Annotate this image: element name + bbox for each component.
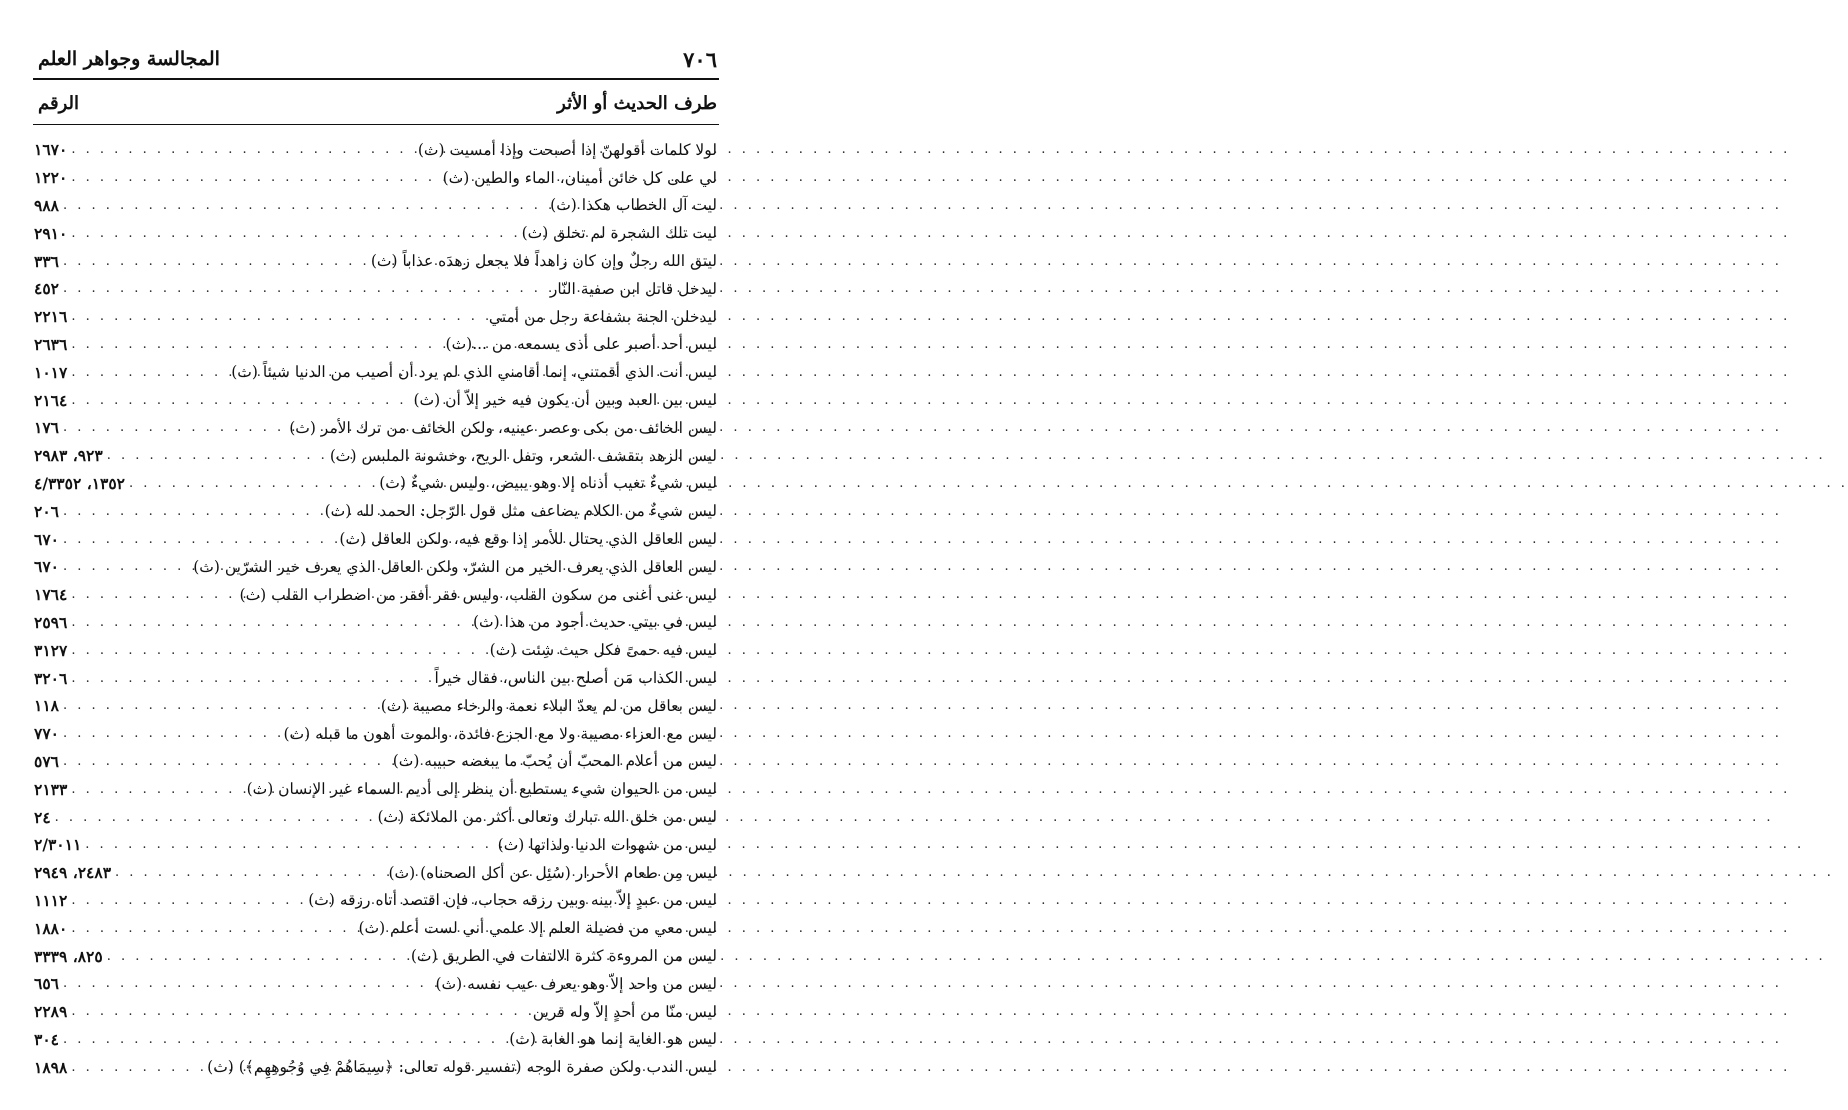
entry-text: ليس العاقل الذي يعرف الخير من الشرّ، ولكن العاقل الذي يعرف خير الشرّين (ث) (193, 557, 717, 576)
index-entry (34, 636, 717, 664)
entry-text: ليس معي من فضيلة العلم إلا علمي أني لست أعلم (ث) (358, 919, 717, 938)
leader-dots (67, 643, 489, 658)
entry-reference-number: ٢٩١٠ (34, 223, 68, 243)
entry-text: ليس من المروءة كثرة الالتفات في الطريق (ث) (410, 947, 717, 965)
entry-text: ليس شيءٌ تغيب أذناه إلا وهو يبيض، وليس شيءٌ (ث) (379, 474, 717, 493)
entry-reference-number: ١٧٦ (34, 418, 59, 438)
entry-reference-number: ٣١٢٧ (34, 640, 68, 660)
entry-reference-number: ٢٦٣٦ (34, 334, 68, 354)
entry-text: ليس الخائف من بكى وعصر عينيه، ولكن الخائف من ترك الأمر (ث) (289, 418, 717, 437)
leader-dots (67, 393, 413, 408)
entry-reference-number: ٧٧٠ (34, 724, 59, 744)
index-entry (34, 887, 717, 915)
entry-text: ليس مِن طعام الأحرار (سُئِل عن أكل الصحناه) (ث) (388, 863, 717, 882)
index-entries (34, 136, 717, 1081)
entry-text: ليس العاقل الذي يحتال للأمر إذا وقع فيه، ولكن العاقل (ث) (339, 530, 717, 549)
leader-dots (59, 976, 435, 991)
index-entry (34, 219, 717, 247)
running-header (38, 44, 717, 74)
index-entry (34, 136, 717, 164)
entry-text: ليس من خلق الله تبارك وتعالى أكثر من الملائكة (ث) (377, 808, 717, 827)
entry-reference-number: ١١١٢ (34, 890, 68, 910)
entry-text: لي على كل خائن أمينان، الماء والطين (ث) (442, 168, 717, 187)
leader-dots (67, 893, 308, 908)
leader-dots (67, 1004, 532, 1019)
leader-dots (103, 949, 411, 964)
column-header-text: طرف الحديث أو الأثر (557, 92, 717, 114)
entry-text: ليس مع العزاء مصيبة ولا مع الجزع فائدة، والموت أهون ما قبله (ث) (283, 724, 717, 743)
leader-dots (81, 837, 497, 852)
leader-dots (67, 337, 445, 352)
entry-text: ليس من شهوات الدنيا ولذاتها (ث) (497, 835, 717, 854)
entry-reference-number: ٢١٦٤ (34, 390, 68, 410)
leader-dots (51, 810, 378, 825)
entry-reference-number: ١٣٥٢، ٤/٣٣٥٢ (34, 473, 126, 493)
entry-text: ليس بعاقل من لم يعدّ البلاء نعمة والرخاء مصيبة (ث) (380, 696, 717, 715)
column-header-ref: الرقم (38, 92, 80, 114)
index-entry (34, 692, 717, 720)
entry-text: ليس فيه حمىً فكل حيث شِئت (ث) (489, 641, 717, 660)
entry-reference-number: ٦٧٠ (34, 529, 59, 549)
index-entry (34, 1026, 717, 1054)
leader-dots (67, 587, 239, 602)
entry-reference-number: ٢/٣٠١١ (34, 835, 82, 855)
entry-reference-number: ٣٢٠٦ (34, 668, 68, 688)
leader-dots (67, 671, 434, 686)
entry-reference-number: ٨٢٥، ٣٣٣٩ (34, 946, 103, 966)
leader-dots (59, 754, 393, 769)
entry-text: لولا كلمات أقولهنّ إذا أصبحت وإذا أمسيت (ث) (417, 140, 717, 159)
leader-dots (103, 448, 330, 463)
index-entry (34, 442, 717, 470)
entry-text: ليس من واحد إلاّ وهو يعرف عيب نفسه (ث) (435, 974, 717, 993)
leader-dots (59, 254, 371, 269)
entry-text: ليس الكذاب مَن أصلح بين الناس، فقال خيراً (434, 669, 717, 688)
leader-dots (59, 1032, 509, 1047)
index-entry (34, 775, 717, 803)
leader-dots (67, 782, 246, 797)
entry-reference-number: ٢٤٨٣، ٢٩٤٩ (34, 863, 112, 883)
entry-text: ليس الندب ولكن صفرة الوجه (تفسير قوله تعالى: ﴿سِيمَاهُمْ فِي وُجُوهِهِم﴾) (ث) (207, 1058, 717, 1077)
entry-reference-number: ٣٣٦ (34, 251, 59, 271)
document-page (0, 0, 757, 1110)
leader-dots (59, 281, 550, 296)
entry-reference-number: ١٨٩٨ (34, 1057, 68, 1077)
leader-dots (59, 559, 193, 574)
index-entry (34, 609, 717, 637)
entry-reference-number: ٢٢١٦ (34, 307, 68, 327)
entry-text: ليس شيءٌ من الكلام يضاعف مثل قول الرّجل: الحمد لله (ث) (324, 502, 717, 521)
entry-text: ليس منّا من أحدٍ إلاّ وله قرين (532, 1002, 717, 1021)
entry-reference-number: ٣٠٤ (34, 1029, 59, 1049)
leader-dots (59, 726, 284, 741)
index-entry (34, 414, 717, 442)
leader-dots (59, 504, 325, 519)
leader-dots (67, 142, 418, 157)
leader-dots (59, 198, 550, 213)
leader-dots (67, 1060, 207, 1075)
index-entry (34, 581, 717, 609)
leader-dots (67, 170, 442, 185)
entry-reference-number: ٩٨٨ (34, 195, 59, 215)
entry-reference-number: ٦٧٠ (34, 557, 59, 577)
index-entry (34, 497, 717, 525)
entry-reference-number: ٦٥٦ (34, 974, 59, 994)
index-entry (34, 553, 717, 581)
entry-text: ليدخل قاتل ابن صفية النّار (549, 279, 717, 298)
entry-reference-number: ٥٧٦ (34, 751, 59, 771)
entry-text: ليس في بيتي حديث أجود من هذا (ث) (472, 613, 717, 632)
leader-dots (59, 698, 381, 713)
entry-reference-number: ١٧٦٤ (34, 585, 68, 605)
index-entry (34, 1053, 717, 1081)
entry-text: ليس من أعلام المحبّ أن يُحبّ ما يبغضه حبيبه (ث) (392, 752, 717, 771)
leader-dots (67, 615, 473, 630)
entry-reference-number: ١٨٨٠ (34, 918, 68, 938)
index-entry (34, 803, 717, 831)
leader-dots (59, 420, 289, 435)
index-entry (34, 720, 717, 748)
index-entry (34, 192, 717, 220)
index-entry (34, 358, 717, 386)
entry-text: ليس هو الغاية إنما هو الغابة (ث) (509, 1030, 717, 1049)
entry-text: ليس أنت الذي أقمتني، إنما أقامني الذي لم يرد أن أصيب من الدنيا شيئاً (ث) (231, 363, 717, 382)
index-entry (34, 164, 717, 192)
index-entry (34, 942, 717, 970)
entry-reference-number: ١٦٧٠ (34, 140, 68, 160)
entry-text: ليس الزهد بتقشف الشعر، وتفل الريح، وخشونة الملبس (ث) (329, 446, 717, 465)
entry-reference-number: ١٢٢٠ (34, 168, 68, 188)
index-entry (34, 470, 717, 498)
entry-text: ليدخلن الجنة بشفاعة رجل من أمتي (488, 307, 717, 326)
leader-dots (59, 532, 339, 547)
entry-reference-number: ٢١٣٣ (34, 779, 68, 799)
column-headers (38, 88, 717, 118)
entry-reference-number: ١٠١٧ (34, 362, 68, 382)
index-entry (34, 303, 717, 331)
leader-dots (67, 226, 521, 241)
entry-reference-number: ١١٨ (34, 696, 59, 716)
index-entry (34, 386, 717, 414)
entry-text: ليت تلك الشجرة لم تخلق (ث) (521, 224, 717, 243)
index-entry (34, 247, 717, 275)
entry-reference-number: ٢٥٩٦ (34, 612, 68, 632)
leader-dots (67, 921, 358, 936)
index-entry (34, 998, 717, 1026)
index-entry (34, 859, 717, 887)
leader-dots (67, 365, 231, 380)
entry-text: ليت آل الخطاب هكذا (ث) (550, 196, 717, 215)
index-entry (34, 748, 717, 776)
index-entry (34, 664, 717, 692)
entry-reference-number: ٢٤ (34, 807, 51, 827)
entry-reference-number: ٤٥٢ (34, 279, 59, 299)
index-entry (34, 525, 717, 553)
entry-text: ليس من الحيوان شيء يستطيع أن ينظر إلى أديم السماء غير الإنسان (ث) (246, 780, 717, 799)
index-entry (34, 831, 717, 859)
entry-text: ليتق الله رجلٌ وإن كان زاهداً فلا يجعل زهدَه عذاباً (ث) (370, 252, 717, 271)
leader-dots (67, 309, 489, 324)
entry-text: ليس من عبدٍ إلاّ بينه وبين رزقه حجاب، فإن اقتصد أتاه رزقه (ث) (308, 891, 717, 910)
leader-dots (125, 476, 379, 491)
index-entry (34, 275, 717, 303)
entry-reference-number: ٩٢٣، ٢٩٨٣ (34, 446, 103, 466)
book-title: المجالسة وجواهر العلم (38, 48, 220, 70)
header-rule (33, 78, 719, 80)
entry-text: ليس غنى أغنى من سكون القلب، وليس فقر أفقر من اضطراب القلب (ث) (239, 585, 717, 604)
index-entry (34, 331, 717, 359)
column-header-rule (33, 124, 719, 125)
entry-reference-number: ٢٢٨٩ (34, 1002, 68, 1022)
leader-dots (111, 865, 388, 880)
entry-reference-number: ٢٠٦ (34, 501, 59, 521)
index-entry (34, 914, 717, 942)
entry-text: ليس بين العبد وبين أن يكون فيه خير إلاّ أن (ث) (413, 391, 717, 410)
index-entry (34, 970, 717, 998)
entry-text: ليس أحد أصبر على أذى يسمعه من ...(ث) (445, 335, 717, 354)
page-number: ٧٠٦ (683, 46, 717, 72)
